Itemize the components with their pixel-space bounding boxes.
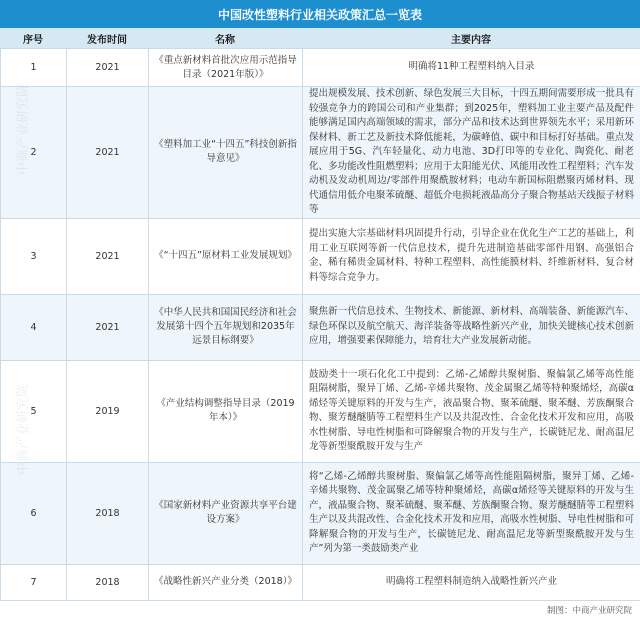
table-row (1, 294, 640, 360)
cell-content: 聚焦新一代信息技术、生物技术、新能源、新材料、高端装备、新能源汽车、绿色环保以及航空航天、海洋装备等战略性新兴产业，加快关键核心技术创新应用，增强要素保障能力，培育壮大产业发展新动能。 (303, 294, 640, 360)
cell-content: 鼓励类十一项石化化工中提到：乙烯-乙烯醇共聚树脂、聚偏氯乙烯等高性能阻隔树脂，聚异丁烯、乙烯-辛烯共聚物、茂金属聚乙烯等特种聚烯烃，高碳α烯烃等关键原料的开发与生产，液晶聚合物、聚苯硫醚、聚苯醚、芳族酮聚合物、聚芳醚醚腈等工程塑料生产以及共混改性、合金化技术开发和应用，高吸水性树脂、导电性树脂和可降解聚合物的开发与生产，长碳链尼龙、耐高温尼龙等新型聚酰胺开发与生产 (303, 360, 640, 462)
cell-name: 《“十四五”原材料工业发展规划》 (149, 218, 303, 294)
cell-no: 5 (1, 360, 67, 462)
cell-year: 2021 (67, 294, 149, 360)
cell-name: 《重点新材料首批次应用示范指导目录（2021年版）》 (149, 49, 303, 87)
cell-no: 3 (1, 218, 67, 294)
cell-content: 明确将工程塑料制造纳入战略性新兴产业 (303, 564, 640, 600)
cell-content: 提出实施大宗基础材料巩固提升行动，引导企业在优化生产工艺的基础上，利用工业互联网等新一代信息技术，提升先进制造基础零部件用钢、高强铝合金、稀有稀贵金属材料、特种工程塑料、高性能膜材料、纤维新材料、复合材料等综合竞争力。 (303, 218, 640, 294)
cell-name: 《战略性新兴产业分类（2018）》 (149, 564, 303, 600)
header-no: 序号 (23, 34, 43, 46)
header-content: 主要内容 (451, 34, 491, 46)
cell-year: 2018 (67, 564, 149, 600)
cell-name: 《塑料加工业“十四五”科技创新指导意见》 (149, 87, 303, 219)
cell-content: 提出规模发展、技术创新、绿色发展三大目标，十四五期间需要形成一批具有较强竞争力的跨国公司和产业集群；到2025年，塑料加工业主要产品及配件能够满足国内高端领域的需求，部分产品和技术达到世界领先水平；采用新环保材料、新工艺及新技术降低能耗，为碳峰值、碳中和目标打好基础。重点发展应用于5G、汽车轻量化、动力电池、3D打印等的专业化、陶瓷化、耐老化、多功能改性阻燃塑料；应用于太阳能光伏、风能用改性工程塑料；汽车发动机及发动机周边/零部件用聚酰胺材料；电动车新国标阻燃聚丙烯材料、现代通信用低介电聚苯硫醚、超低介电损耗液晶高分子聚合物基站天线振子材料等 (303, 87, 640, 219)
cell-no: 2 (1, 87, 67, 219)
cell-content: 将“乙烯-乙烯醇共聚树脂、聚偏氯乙烯等高性能阻隔树脂，聚异丁烯、乙烯-辛烯共聚物、茂金属聚乙烯等特种聚烯烃，高碳α烯烃等关键原料的开发与生产，液晶聚合物、聚苯硫醚、聚苯醚、芳族酮聚合物、聚芳醚醚腈等工程塑料生产以及共混改性、合金化技术开发和应用，高吸水性树脂、导电性树脂和可降解聚合物的开发与生产，长碳链尼龙、耐高温尼龙等新型聚酰胺开发与生产”列为第一类鼓励类产业 (303, 462, 640, 564)
cell-year: 2018 (67, 462, 149, 564)
cell-name: 《产业结构调整指导目录（2019年本）》 (149, 360, 303, 462)
cell-no: 6 (1, 462, 67, 564)
policy-table (0, 48, 640, 601)
table-row (1, 218, 640, 294)
table-row (1, 87, 640, 219)
header-year: 发布时间 (87, 34, 127, 46)
cell-year: 2021 (67, 87, 149, 219)
table-title: 中国改性塑料行业相关政策汇总一览表 (0, 0, 640, 28)
table-header (0, 28, 640, 48)
cell-content: 明确将11种工程塑料纳入目录 (303, 49, 640, 87)
cell-no: 7 (1, 564, 67, 600)
cell-name: 《中华人民共和国国民经济和社会发展第十四个五年规划和2035年远景目标纲要》 (149, 294, 303, 360)
header-name: 名称 (215, 34, 235, 46)
table-row (1, 49, 640, 87)
cell-year: 2019 (67, 360, 149, 462)
watermark-text: 中商产业研究院 (16, 383, 32, 476)
cell-year: 2021 (67, 218, 149, 294)
table-row (1, 564, 640, 600)
table-row (1, 360, 640, 462)
cell-no: 4 (1, 294, 67, 360)
cell-no: 1 (1, 49, 67, 87)
source-note: 制图：中商产业研究院 (546, 606, 632, 616)
table-row (1, 462, 640, 564)
cell-name: 《国家新材料产业资源共享平台建设方案》 (149, 462, 303, 564)
cell-year: 2021 (67, 49, 149, 87)
